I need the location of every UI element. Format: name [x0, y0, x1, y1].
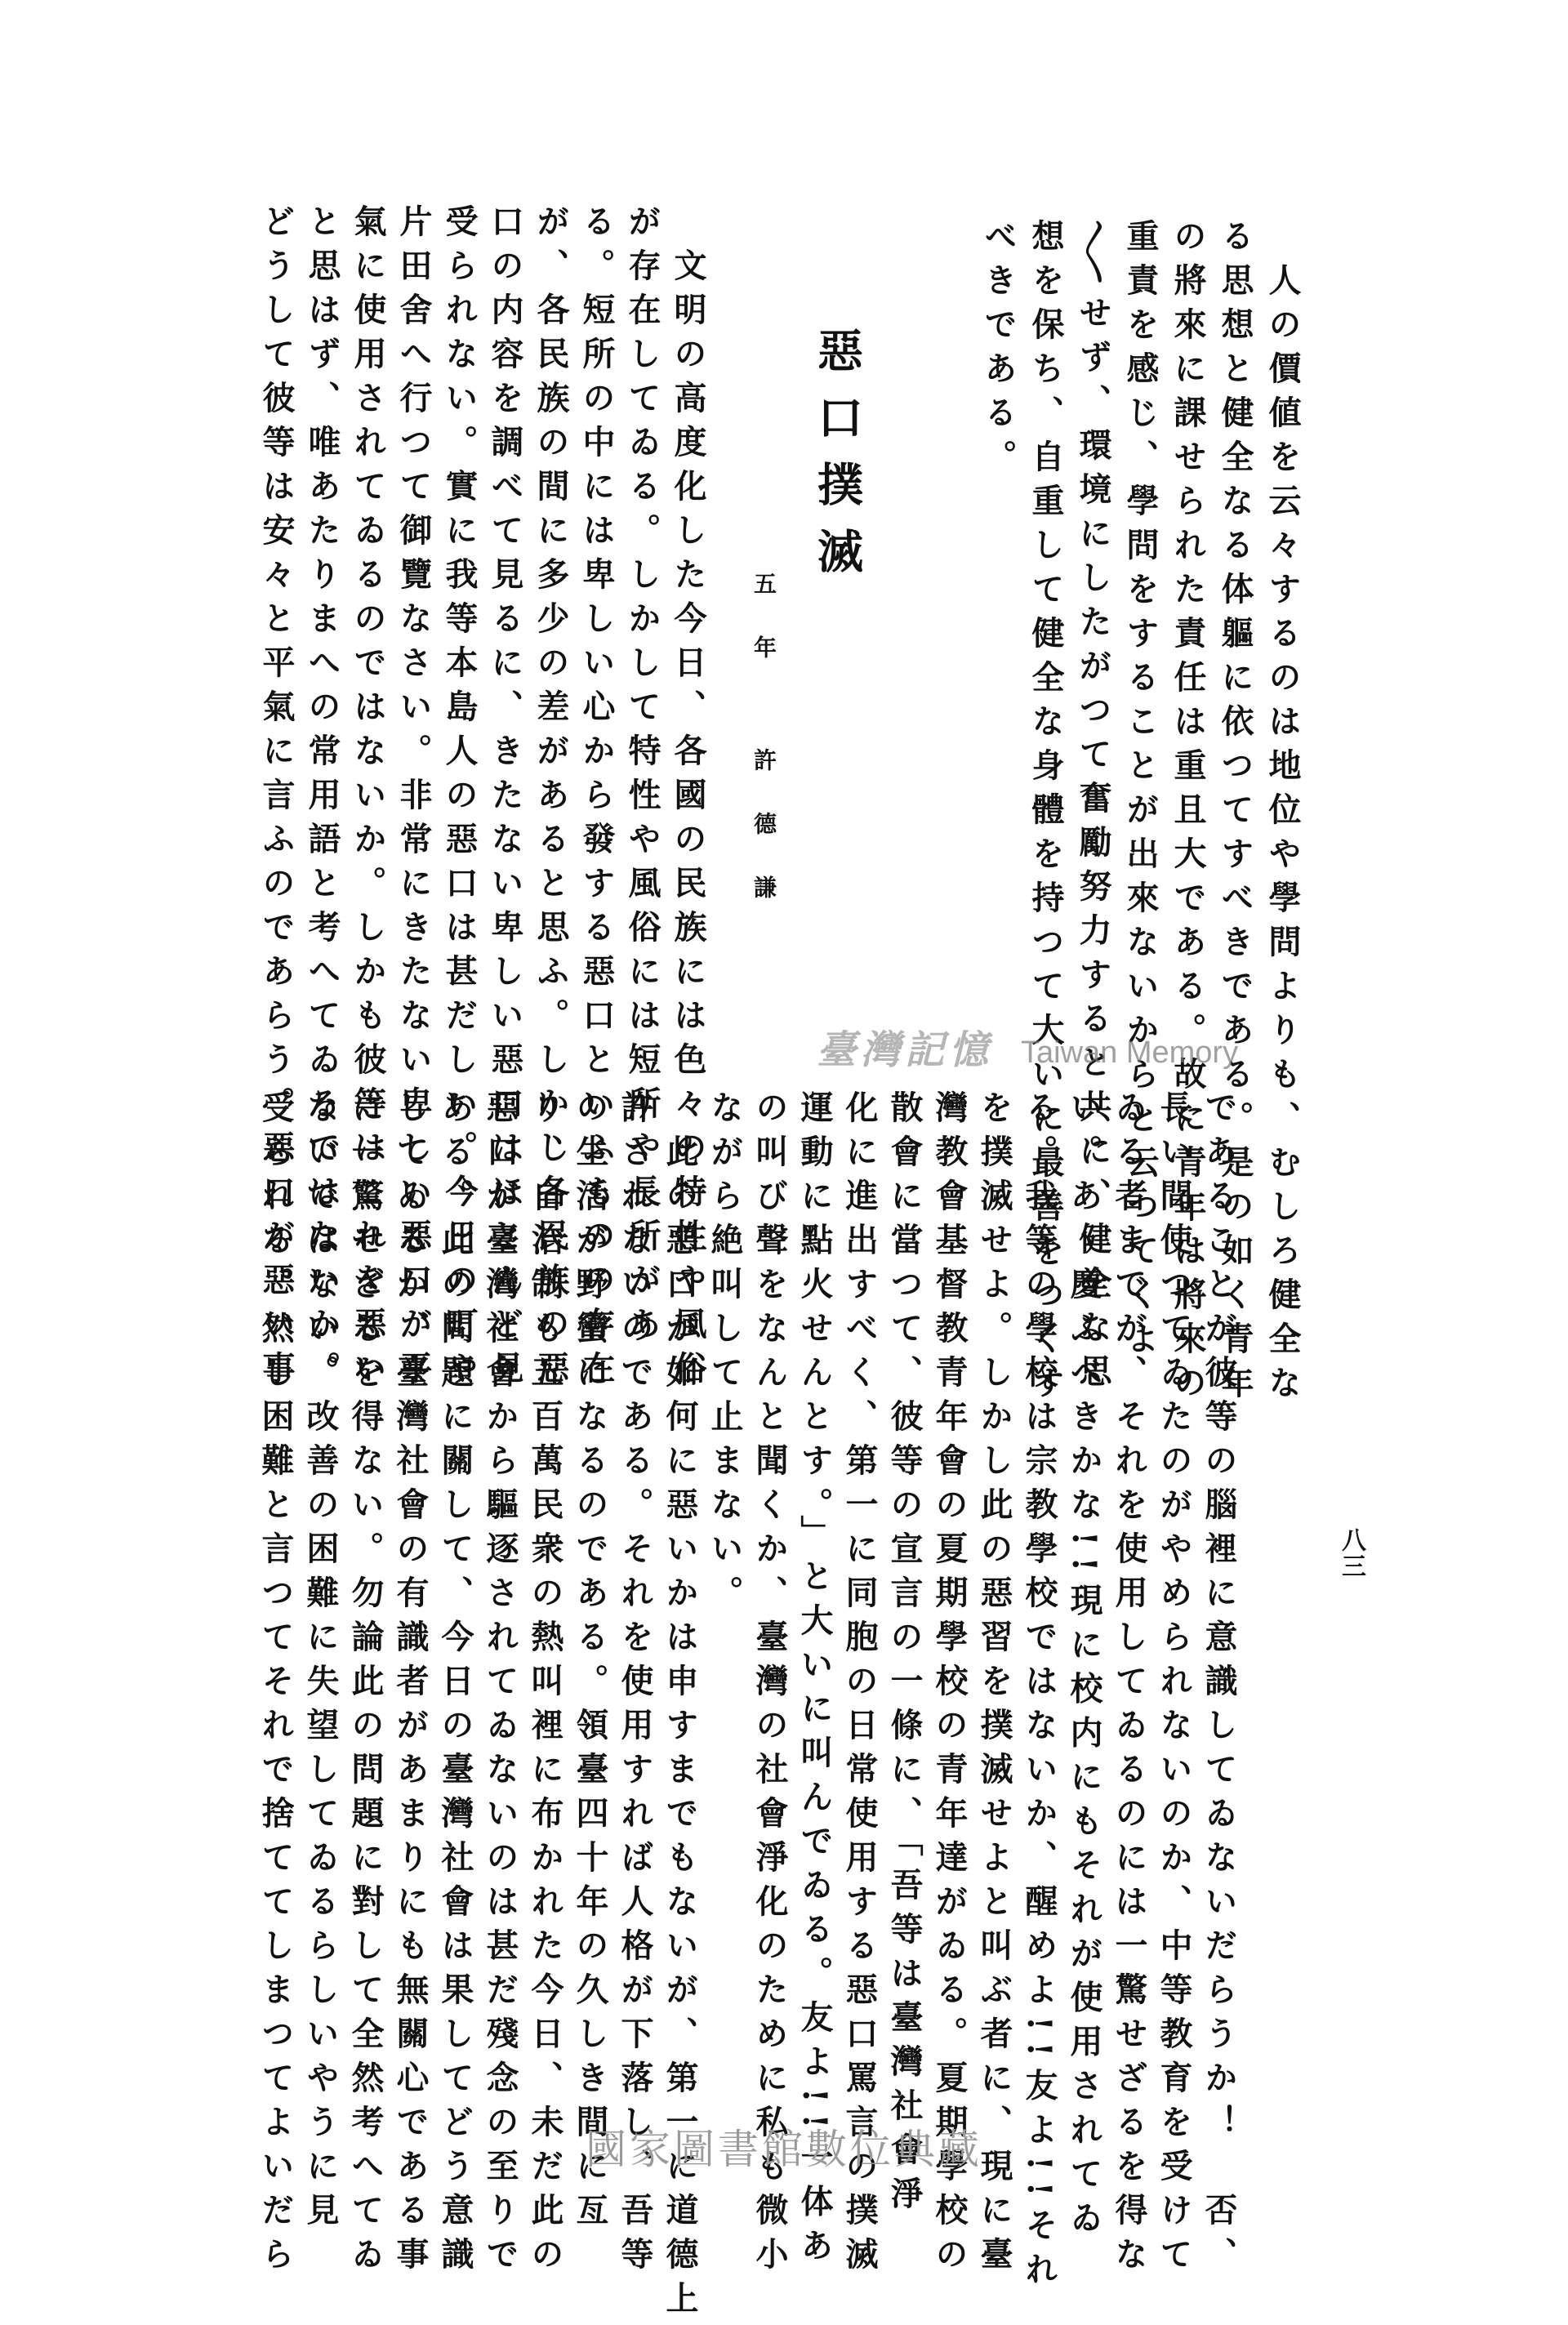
text-column: る思想と健全なる体軀に依つてすべきである。是の如く青年 [1216, 219, 1254, 1410]
text-column: の生活が野蠻になるのである。領臺四十年の久しき間に亙 [571, 1090, 609, 2237]
text-column: の叫び聲をなんと聞くか、臺灣の社會淨化のために私も微小 [751, 1090, 789, 2281]
text-column: ないではない。改善の困難に失望してゐるらしいやうに見 [301, 1090, 340, 2237]
text-column: に一驚せざるを得ない。勿論此の問題に對して全然考へてゐ [346, 1090, 385, 2281]
text-column: してゐるか、臺灣社會の有識者があまりにも無關心である事 [391, 1090, 430, 2281]
text-column: が存在してゐる。しかして特性や風俗には短所や長所があ [623, 204, 662, 1351]
text-column: ゐる者までが、それを使用してゐるのには一驚せざるを得な [1110, 1090, 1148, 2281]
page-number: 八三 [1337, 1527, 1365, 1579]
watermark-english: Taiwan Memory [1021, 1036, 1239, 1070]
text-column: 片田舍へ行つて御覽なさい。非常にきたない卑しい惡口が平 [394, 204, 433, 1395]
text-column: が、各民族の間に多少の差があると思ふ。しかし各民族の惡 [532, 204, 570, 1395]
text-column: べきである。 [979, 219, 1018, 483]
watermark-logo: 臺灣記憶 [817, 1027, 994, 1073]
text-column: であることが彼等の腦裡に意識してゐないだらうか！ 否、 [1200, 1090, 1238, 2281]
text-column: 受られない。實に我等本島人の惡口は甚だしい。今日の町や [440, 204, 479, 1395]
text-column: る。短所の中には卑しい心から發する惡口といふものの存在 [577, 204, 616, 1395]
text-column: を撲滅せよ。しかし此の惡習を撲滅せよと叫ぶ者に、現に臺 [975, 1090, 1013, 2281]
library-footer: 國家圖書館數位典藏 [586, 2126, 982, 2173]
text-column: 〳〵せず、環境にしたがつて奮勵努力すると共に、健全な思 [1074, 219, 1112, 1398]
text-column: 長い間使つてゐたのがやめられないのか、中等教育を受けて [1155, 1090, 1193, 2281]
text-column: い。あゝ慶ふべきかな!!現に校内にもそれが使用されてゐ [1065, 1090, 1103, 2245]
text-column: ながら絶叫して止まない。 [706, 1090, 744, 1619]
text-column: の將來に課せられた責任は重且大である。故に青年は將來の [1169, 219, 1207, 1410]
article-body-top [247, 204, 707, 1395]
text-column: 惡口が臺灣社會から驅逐されてゐないのは甚だ殘念の至りで [481, 1090, 519, 2281]
text-column: る。我等の學校は宗教學校ではないか、醒めよ!!友よ!!それ [1020, 1090, 1058, 2296]
text-column: 此の惡口が如何に惡いかは申すまでもないが、第一に道德上 [661, 1090, 699, 2325]
text-column: どうして彼等は安々と平氣に言ふのであらう。惡口が惡い事 [257, 204, 296, 1395]
text-column: ある。此の問題に關して、今日の臺灣社會は果してどう意識 [436, 1090, 474, 2281]
text-column: 口の内容を調べて見るに、きたない卑しい惡口はほとんど見 [486, 204, 524, 1395]
text-column: 受られる。然し困難と言つてそれで捨ててしまつてよいだら [256, 1090, 295, 2281]
text-column: 散會に當つて、彼等の宣言の一條に、「吾等は臺灣社會淨 [885, 1090, 924, 2220]
article-author: 五年 許德謙 [751, 572, 777, 939]
text-column: 化に進出すべく、第一に同胞の日常使用する惡口罵言の撲滅 [840, 1090, 879, 2281]
text-column: と思はず、唯あたりまへの常用語と考へてゐるではないか。 [303, 204, 341, 1395]
text-column: 文明の高度化した今日、各國の民族には色々の特性や風俗 [669, 204, 707, 1395]
text-column: 許されないのである。それを使用すれば人格が下落し、吾等 [616, 1090, 654, 2281]
text-column: 氣に使用されてゐるのではないか。しかも彼等はこれを惡い [349, 204, 387, 1395]
text-column: 想を保ち、自重して健全な身體を持つて大いに最善をつくす [1027, 219, 1065, 1410]
text-column: 運動に點火せんとす。」と大いに叫んでゐる。友よ!!一体あ [795, 1090, 834, 2273]
text-column: 人の價値を云々するのは地位や學問よりも、むしろ健全な [1263, 219, 1302, 1410]
article-title: 惡口撲滅 [810, 327, 864, 595]
text-column: 重責を感じ、學問をすることが出來ないからと云つてくよ [1121, 219, 1160, 1365]
text-column: 灣教會基督教青年會の夏期學校の青年達がゐる。夏期學校の [930, 1090, 969, 2281]
text-column: り、自治制も五百萬民衆の熱叫裡に布かれた今日、未だ此の [526, 1090, 564, 2281]
